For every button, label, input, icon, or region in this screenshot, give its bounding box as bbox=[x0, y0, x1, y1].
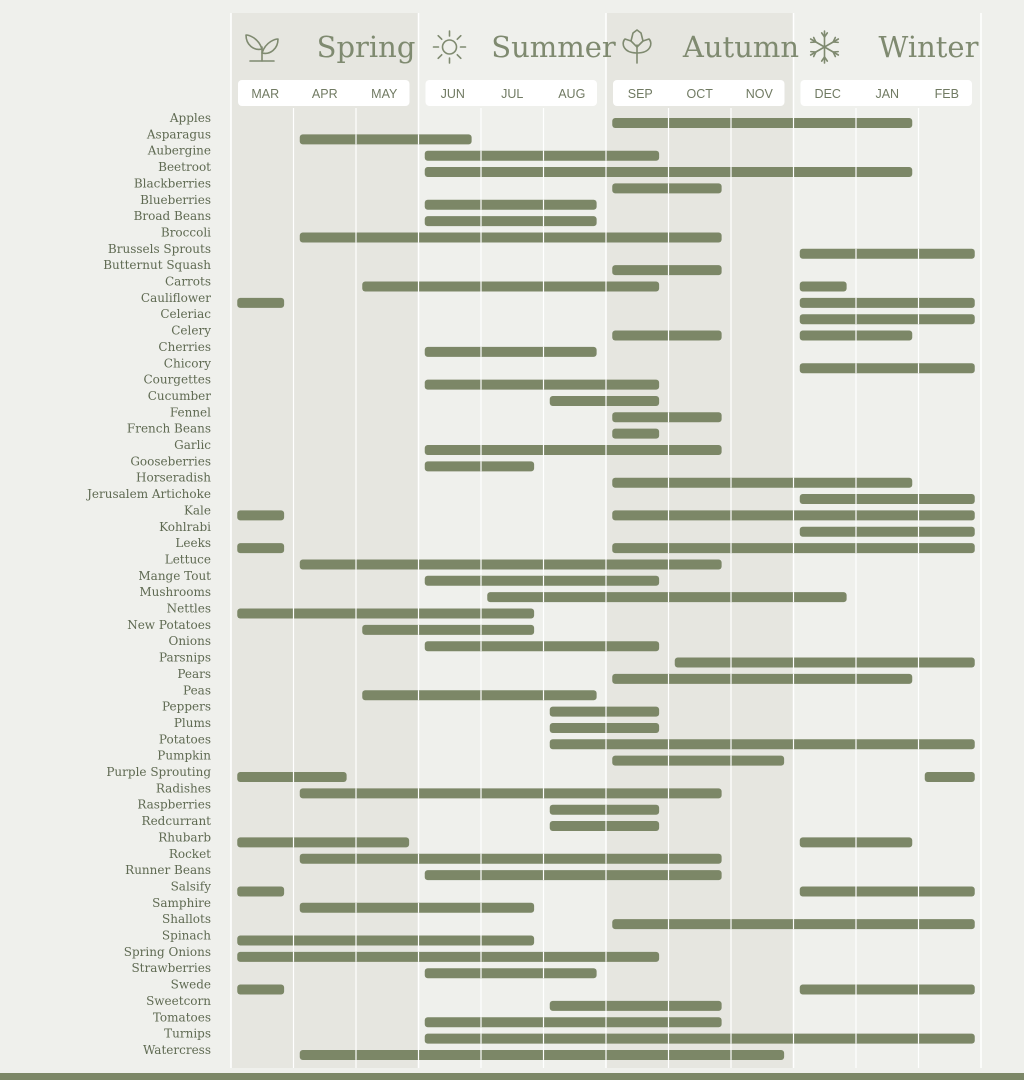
produce-label-plums: Plums bbox=[173, 715, 211, 730]
season-bar-swede bbox=[800, 985, 975, 995]
produce-label-peas: Peas bbox=[183, 683, 211, 698]
produce-label-gooseberries: Gooseberries bbox=[130, 454, 211, 469]
season-bar-blackberries bbox=[612, 183, 721, 193]
produce-label-broccoli: Broccoli bbox=[160, 225, 211, 240]
produce-label-kohlrabi: Kohlrabi bbox=[159, 519, 211, 534]
produce-label-rhubarb: Rhubarb bbox=[158, 830, 211, 845]
season-bar-asparagus bbox=[300, 134, 472, 144]
season-bar-lettuce bbox=[300, 559, 722, 569]
produce-label-jerusalem-artichoke: Jerusalem Artichoke bbox=[87, 487, 211, 502]
produce-label-mushrooms: Mushrooms bbox=[139, 585, 211, 600]
season-bar-rocket bbox=[300, 854, 722, 864]
produce-label-french-beans: French Beans bbox=[126, 421, 211, 436]
produce-label-kale: Kale bbox=[183, 503, 211, 518]
season-bar-garlic bbox=[425, 445, 722, 455]
produce-label-horseradish: Horseradish bbox=[136, 470, 211, 485]
month-label-aug: AUG bbox=[558, 87, 586, 101]
season-bar-peas bbox=[362, 690, 596, 700]
season-bar-kohlrabi bbox=[800, 527, 975, 537]
season-bar-spinach bbox=[237, 936, 534, 946]
produce-label-butternut-squash: Butternut Squash bbox=[103, 258, 211, 273]
month-label-nov: NOV bbox=[745, 87, 773, 101]
month-label-feb: FEB bbox=[934, 87, 959, 101]
produce-label-celeriac: Celeriac bbox=[160, 307, 211, 322]
produce-label-aubergine: Aubergine bbox=[147, 143, 211, 158]
season-bar-celeriac bbox=[800, 314, 975, 324]
season-bar-broad-beans bbox=[425, 216, 597, 226]
season-bar-courgettes bbox=[425, 380, 659, 390]
season-bar-chicory bbox=[800, 363, 975, 373]
season-bar-spring-onions bbox=[237, 952, 659, 962]
month-label-jul: JUL bbox=[501, 87, 524, 101]
season-bar-plums bbox=[550, 723, 659, 733]
season-bar-nettles bbox=[237, 609, 534, 619]
produce-label-samphire: Samphire bbox=[152, 895, 211, 910]
season-bar-celery bbox=[612, 331, 721, 341]
season-bar-purple-sprouting bbox=[237, 772, 346, 782]
footer-stripe bbox=[0, 1073, 1024, 1080]
produce-label-strawberries: Strawberries bbox=[131, 961, 211, 976]
season-bar-brussels-sprouts bbox=[800, 249, 975, 259]
season-bar-carrots bbox=[362, 282, 659, 292]
season-title-autumn: Autumn bbox=[682, 30, 800, 64]
produce-label-peppers: Peppers bbox=[162, 699, 211, 714]
season-bar-kale bbox=[237, 510, 284, 520]
season-bar-raspberries bbox=[550, 805, 659, 815]
month-label-jun: JUN bbox=[440, 87, 465, 101]
season-bar-mange-tout bbox=[425, 576, 659, 586]
season-bar-blueberries bbox=[425, 200, 597, 210]
season-bar-sweetcorn bbox=[550, 1001, 722, 1011]
produce-label-spinach: Spinach bbox=[161, 928, 211, 943]
season-bar-salsify bbox=[800, 886, 975, 896]
produce-label-rocket: Rocket bbox=[168, 846, 211, 861]
produce-label-radishes: Radishes bbox=[155, 781, 211, 796]
month-label-mar: MAR bbox=[251, 87, 280, 101]
produce-label-parsnips: Parsnips bbox=[159, 650, 211, 665]
season-bar-new-potatoes bbox=[362, 625, 534, 635]
season-bar-purple-sprouting bbox=[925, 772, 975, 782]
season-bar-onions bbox=[425, 641, 659, 651]
produce-label-turnips: Turnips bbox=[164, 1026, 211, 1041]
produce-label-courgettes: Courgettes bbox=[143, 372, 211, 387]
season-bar-apples bbox=[612, 118, 912, 128]
season-bar-turnips bbox=[425, 1034, 975, 1044]
produce-label-watercress: Watercress bbox=[143, 1042, 211, 1057]
season-bar-mushrooms bbox=[487, 592, 846, 602]
season-bar-leeks bbox=[237, 543, 284, 553]
produce-label-onions: Onions bbox=[168, 634, 211, 649]
produce-label-leeks: Leeks bbox=[175, 536, 211, 551]
season-bar-tomatoes bbox=[425, 1017, 722, 1027]
season-bar-potatoes bbox=[550, 739, 975, 749]
produce-label-raspberries: Raspberries bbox=[137, 797, 211, 812]
produce-label-redcurrant: Redcurrant bbox=[141, 814, 211, 829]
produce-label-spring-onions: Spring Onions bbox=[123, 944, 211, 959]
season-bar-strawberries bbox=[425, 968, 597, 978]
month-label-may: MAY bbox=[371, 87, 398, 101]
month-label-jan: JAN bbox=[875, 87, 900, 101]
produce-label-celery: Celery bbox=[171, 323, 211, 338]
season-bar-broccoli bbox=[300, 232, 722, 242]
season-bar-french-beans bbox=[612, 429, 659, 439]
produce-label-blackberries: Blackberries bbox=[133, 176, 211, 191]
month-label-dec: DEC bbox=[814, 87, 841, 101]
produce-label-sweetcorn: Sweetcorn bbox=[146, 993, 211, 1008]
produce-label-cucumber: Cucumber bbox=[147, 388, 211, 403]
produce-label-shallots: Shallots bbox=[162, 912, 211, 927]
produce-label-potatoes: Potatoes bbox=[158, 732, 211, 747]
produce-label-pears: Pears bbox=[177, 666, 211, 681]
produce-label-fennel: Fennel bbox=[169, 405, 211, 420]
season-bar-aubergine bbox=[425, 151, 659, 161]
season-bar-runner-beans bbox=[425, 870, 722, 880]
season-bar-butternut-squash bbox=[612, 265, 721, 275]
produce-label-chicory: Chicory bbox=[163, 356, 211, 371]
produce-label-tomatoes: Tomatoes bbox=[152, 1010, 211, 1025]
season-bar-redcurrant bbox=[550, 821, 659, 831]
produce-label-apples: Apples bbox=[169, 111, 211, 125]
season-bar-cauliflower bbox=[237, 298, 284, 308]
season-bar-fennel bbox=[612, 412, 721, 422]
season-bar-peppers bbox=[550, 707, 659, 717]
season-bar-samphire bbox=[300, 903, 534, 913]
produce-label-runner-beans: Runner Beans bbox=[125, 863, 211, 878]
season-title-winter: Winter bbox=[878, 30, 979, 64]
produce-label-new-potatoes: New Potatoes bbox=[127, 617, 211, 632]
season-bar-pears bbox=[612, 674, 912, 684]
season-title-spring: Spring bbox=[316, 30, 416, 64]
season-bar-jerusalem-artichoke bbox=[800, 494, 975, 504]
produce-label-broad-beans: Broad Beans bbox=[133, 209, 211, 224]
produce-label-purple-sprouting: Purple Sprouting bbox=[106, 765, 211, 779]
season-bar-horseradish bbox=[612, 478, 912, 488]
season-bar-cauliflower bbox=[800, 298, 975, 308]
produce-label-mange-tout: Mange Tout bbox=[138, 568, 211, 583]
produce-label-nettles: Nettles bbox=[166, 601, 211, 616]
produce-label-blueberries: Blueberries bbox=[140, 192, 211, 207]
month-label-apr: APR bbox=[311, 87, 338, 101]
produce-label-pumpkin: Pumpkin bbox=[157, 748, 211, 763]
season-bar-cucumber bbox=[550, 396, 659, 406]
season-bar-gooseberries bbox=[425, 461, 534, 471]
produce-label-carrots: Carrots bbox=[164, 274, 211, 289]
produce-label-garlic: Garlic bbox=[174, 438, 211, 452]
produce-label-cauliflower: Cauliflower bbox=[140, 290, 211, 305]
season-bar-watercress bbox=[300, 1050, 784, 1060]
month-label-sep: SEP bbox=[627, 87, 653, 101]
season-bar-salsify bbox=[237, 886, 284, 896]
season-bar-parsnips bbox=[675, 658, 975, 668]
season-bar-carrots bbox=[800, 282, 847, 292]
produce-label-swede: Swede bbox=[170, 977, 211, 992]
produce-label-cherries: Cherries bbox=[158, 339, 211, 354]
season-bar-pumpkin bbox=[612, 756, 784, 766]
produce-label-lettuce: Lettuce bbox=[164, 552, 211, 567]
season-bar-rhubarb bbox=[237, 837, 409, 847]
season-title-summer: Summer bbox=[491, 30, 616, 64]
produce-label-brussels-sprouts: Brussels Sprouts bbox=[107, 241, 211, 256]
season-bar-swede bbox=[237, 985, 284, 995]
month-label-oct: OCT bbox=[686, 87, 713, 101]
season-bar-radishes bbox=[300, 788, 722, 798]
produce-label-beetroot: Beetroot bbox=[158, 160, 211, 175]
produce-label-asparagus: Asparagus bbox=[146, 127, 211, 142]
season-bar-cherries bbox=[425, 347, 597, 357]
produce-label-salsify: Salsify bbox=[170, 879, 211, 894]
